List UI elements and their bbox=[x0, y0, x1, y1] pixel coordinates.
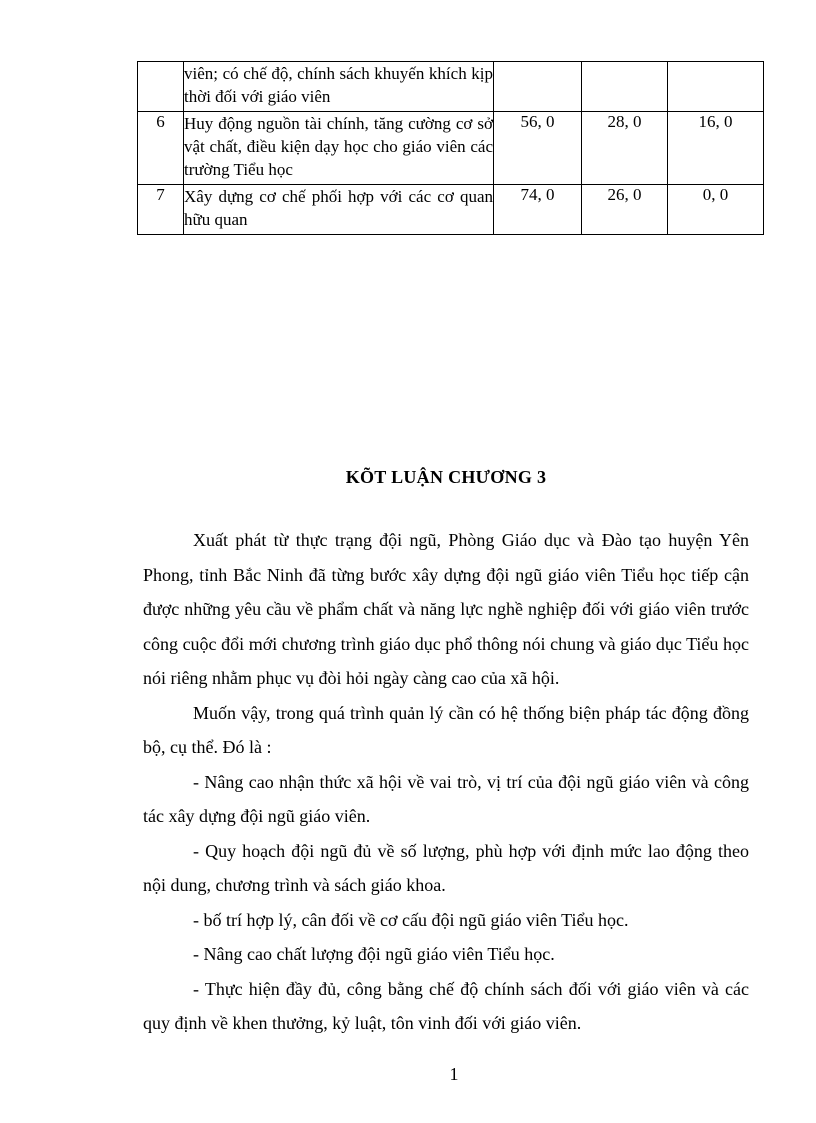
conclusion-body bbox=[143, 523, 749, 1041]
page-number: 1 bbox=[449, 1064, 459, 1084]
value-cell-3 bbox=[668, 62, 764, 112]
value-cell-3: 0, 0 bbox=[668, 185, 764, 235]
value-cell-1 bbox=[494, 62, 582, 112]
row-number bbox=[138, 62, 184, 112]
row-description: Huy động nguồn tài chính, tăng cường cơ sở vật chất, điều kiện dạy học cho giáo viên các trường Tiểu học bbox=[184, 112, 494, 185]
row-number: 6 bbox=[138, 112, 184, 185]
bullet-item: - Nâng cao nhận thức xã hội về vai trò, vị trí của đội ngũ giáo viên và công tác xây dựng đội ngũ giáo viên. bbox=[143, 771, 749, 826]
value-cell-2: 26, 0 bbox=[582, 185, 668, 235]
table-row bbox=[138, 112, 764, 185]
survey-results-table bbox=[137, 61, 764, 235]
bullet-item: - bố trí hợp lý, cân đối về cơ cấu đội ngũ giáo viên Tiểu học. bbox=[193, 909, 629, 930]
paragraph: Muốn vậy, trong quá trình quản lý cần có hệ thống biện pháp tác động đồng bộ, cụ thể. Đó là : bbox=[143, 702, 749, 757]
chapter-conclusion-heading: KÕT LUẬN CHƯƠNG 3 bbox=[345, 467, 547, 487]
value-cell-2: 28, 0 bbox=[582, 112, 668, 185]
row-number: 7 bbox=[138, 185, 184, 235]
bullet-item: - Thực hiện đầy đủ, công bằng chế độ chính sách đối với giáo viên và các quy định về khen thưởng, kỷ luật, tôn vinh đối với giáo viên. bbox=[143, 978, 749, 1033]
table-row bbox=[138, 185, 764, 235]
value-cell-3: 16, 0 bbox=[668, 112, 764, 185]
bullet-item: - Quy hoạch đội ngũ đủ về số lượng, phù hợp với định mức lao động theo nội dung, chương trình và sách giáo khoa. bbox=[143, 840, 749, 895]
table-row bbox=[138, 62, 764, 112]
row-description: viên; có chế độ, chính sách khuyến khích kịp thời đối với giáo viên bbox=[184, 62, 494, 112]
value-cell-1: 74, 0 bbox=[494, 185, 582, 235]
bullet-item: - Nâng cao chất lượng đội ngũ giáo viên Tiểu học. bbox=[193, 944, 555, 964]
value-cell-2 bbox=[582, 62, 668, 112]
row-description: Xây dựng cơ chế phối hợp với các cơ quan hữu quan bbox=[184, 185, 494, 235]
paragraph: Xuất phát từ thực trạng đội ngũ, Phòng Giáo dục và Đào tạo huyện Yên Phong, tỉnh Bắc Ninh đã từng bước xây dựng đội ngũ giáo viên Tiểu học tiếp cận được những yêu cầu về phẩm chất và năng lực nghề nghiệp đối với giáo viên trước công cuộc đổi mới chương trình giáo dục phổ thông nói chung và giáo dục Tiểu học nói riêng nhằm phục vụ đòi hỏi ngày càng cao của xã hội. bbox=[143, 530, 749, 688]
value-cell-1: 56, 0 bbox=[494, 112, 582, 185]
